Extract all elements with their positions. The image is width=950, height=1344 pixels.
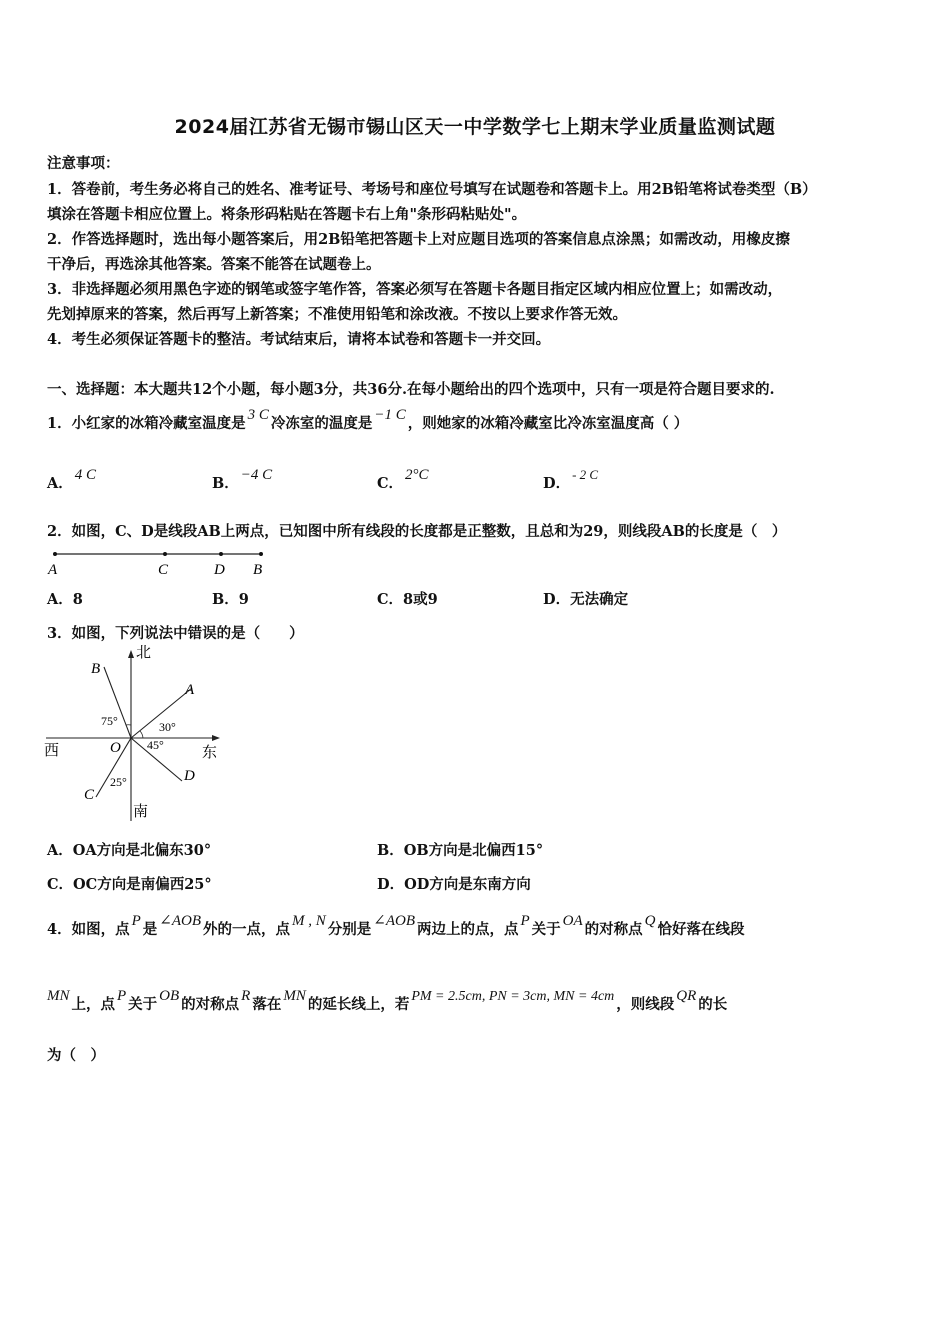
- label-origin: O: [110, 740, 121, 756]
- label-c: C: [158, 562, 169, 578]
- label-ray-a: A: [185, 682, 195, 698]
- point-d: [219, 552, 223, 556]
- q2-option-a[interactable]: A．8: [47, 591, 83, 608]
- math-minus-1c: −1 C: [374, 407, 406, 423]
- notice-line-5: 3．非选择题必须用黑色字迹的钢笔或签字笔作答，答案必须写在答题卡各题目指定区域内相应位置上；如需改动，: [47, 281, 783, 298]
- angle-arc-30: [140, 731, 143, 738]
- notice-line-1: 1．答卷前，考生务必将自己的姓名、准考证号、考场号和座位号填写在试题卷和答题卡上。用2B铅笔将试卷类型（B）: [47, 181, 817, 198]
- label-angle-30: 30°: [159, 720, 176, 734]
- q1-option-d[interactable]: D．- 2 C: [543, 467, 599, 492]
- q1-option-b[interactable]: B． −4 C: [212, 467, 273, 492]
- label-d: D: [214, 562, 225, 578]
- question-4-line-2: MN 上，点 P 关于 OB 的对称点 R 落在 MN 的延长线上，若 PM = 2.5cm, PN = 3cm, MN = 4cm ，则线段 QR 的长: [47, 988, 728, 1013]
- q1-option-c[interactable]: C． 2°C: [377, 467, 429, 492]
- point-c: [163, 552, 167, 556]
- q3-option-c[interactable]: C．OC方向是南偏西25°: [47, 876, 212, 893]
- q2-option-c[interactable]: C．8或9: [377, 591, 438, 608]
- label-angle-75: 75°: [101, 714, 118, 728]
- notice-line-4: 干净后，再选涂其他答案。答案不能答在试题卷上。: [47, 256, 381, 273]
- math-3c: 3 C: [247, 407, 269, 423]
- q3-option-b[interactable]: B．OB方向是北偏西15°: [377, 842, 544, 859]
- point-a: [53, 552, 57, 556]
- label-b: B: [253, 562, 263, 578]
- north-arrow-icon: [128, 650, 134, 658]
- question-4-line-3: 为（ ）: [47, 1047, 105, 1064]
- label-a: A: [48, 562, 58, 578]
- label-angle-45: 45°: [147, 738, 164, 752]
- label-ray-d: D: [184, 768, 195, 784]
- label-west: 西: [44, 743, 60, 759]
- label-ray-b: B: [91, 661, 101, 677]
- compass-figure: [40, 645, 230, 825]
- q3-option-a[interactable]: A．OA方向是北偏东30°: [47, 842, 212, 859]
- notice-heading: 注意事项：: [47, 155, 120, 172]
- point-b: [259, 552, 263, 556]
- q3-option-d[interactable]: D．OD方向是东南方向: [377, 876, 531, 893]
- label-ray-c: C: [84, 787, 95, 803]
- q2-option-d[interactable]: D．无法确定: [543, 591, 629, 608]
- label-angle-25: 25°: [110, 775, 127, 789]
- notice-line-2: 填涂在答题卡相应位置上。将条形码粘贴在答题卡右上角"条形码粘贴处"。: [47, 206, 527, 223]
- label-south: 南: [133, 804, 149, 820]
- segment-figure: [40, 545, 280, 581]
- label-north: 北: [136, 645, 152, 661]
- question-1-stem: 1．小红家的冰箱冷藏室温度是 3 C 冷冻室的温度是 −1 C ，则她家的冰箱冷藏室比冷冻室温度高（ ）: [47, 407, 689, 432]
- section-heading: 一、选择题：本大题共12个小题，每小题3分，共36分.在每小题给出的四个选项中，只有一项是符合题目要求的.: [47, 381, 775, 398]
- page-title: 2024届江苏省无锡市锡山区天一中学数学七上期末学业质量监测试题: [174, 116, 776, 138]
- question-4-line-1: 4．如图，点 P 是 ∠AOB 外的一点，点 M , N 分别是 ∠AOB 两边上的点，点 P 关于 OA 的对称点 Q 恰好落在线段: [47, 913, 745, 938]
- q1-option-a[interactable]: A． 4 C: [47, 467, 97, 492]
- notice-line-6: 先划掉原来的答案，然后再写上新答案；不准使用铅笔和涂改液。不按以上要求作答无效。: [47, 306, 627, 323]
- label-east: 东: [202, 745, 218, 761]
- east-arrow-icon: [212, 735, 220, 741]
- notice-line-3: 2．作答选择题时，选出每小题答案后，用2B铅笔把答题卡上对应题目选项的答案信息点涂黑；如需改动，用橡皮擦: [47, 231, 790, 248]
- notice-line-7: 4．考生必须保证答题卡的整洁。考试结束后，请将本试卷和答题卡一并交回。: [47, 331, 551, 348]
- question-2-stem: 2．如图，C、D是线段AB上两点，已知图中所有线段的长度都是正整数，且总和为29，则线段AB的长度是（ ）: [47, 523, 787, 540]
- question-3-stem: 3．如图，下列说法中错误的是（ ）: [47, 625, 304, 642]
- q2-option-b[interactable]: B．9: [212, 591, 249, 608]
